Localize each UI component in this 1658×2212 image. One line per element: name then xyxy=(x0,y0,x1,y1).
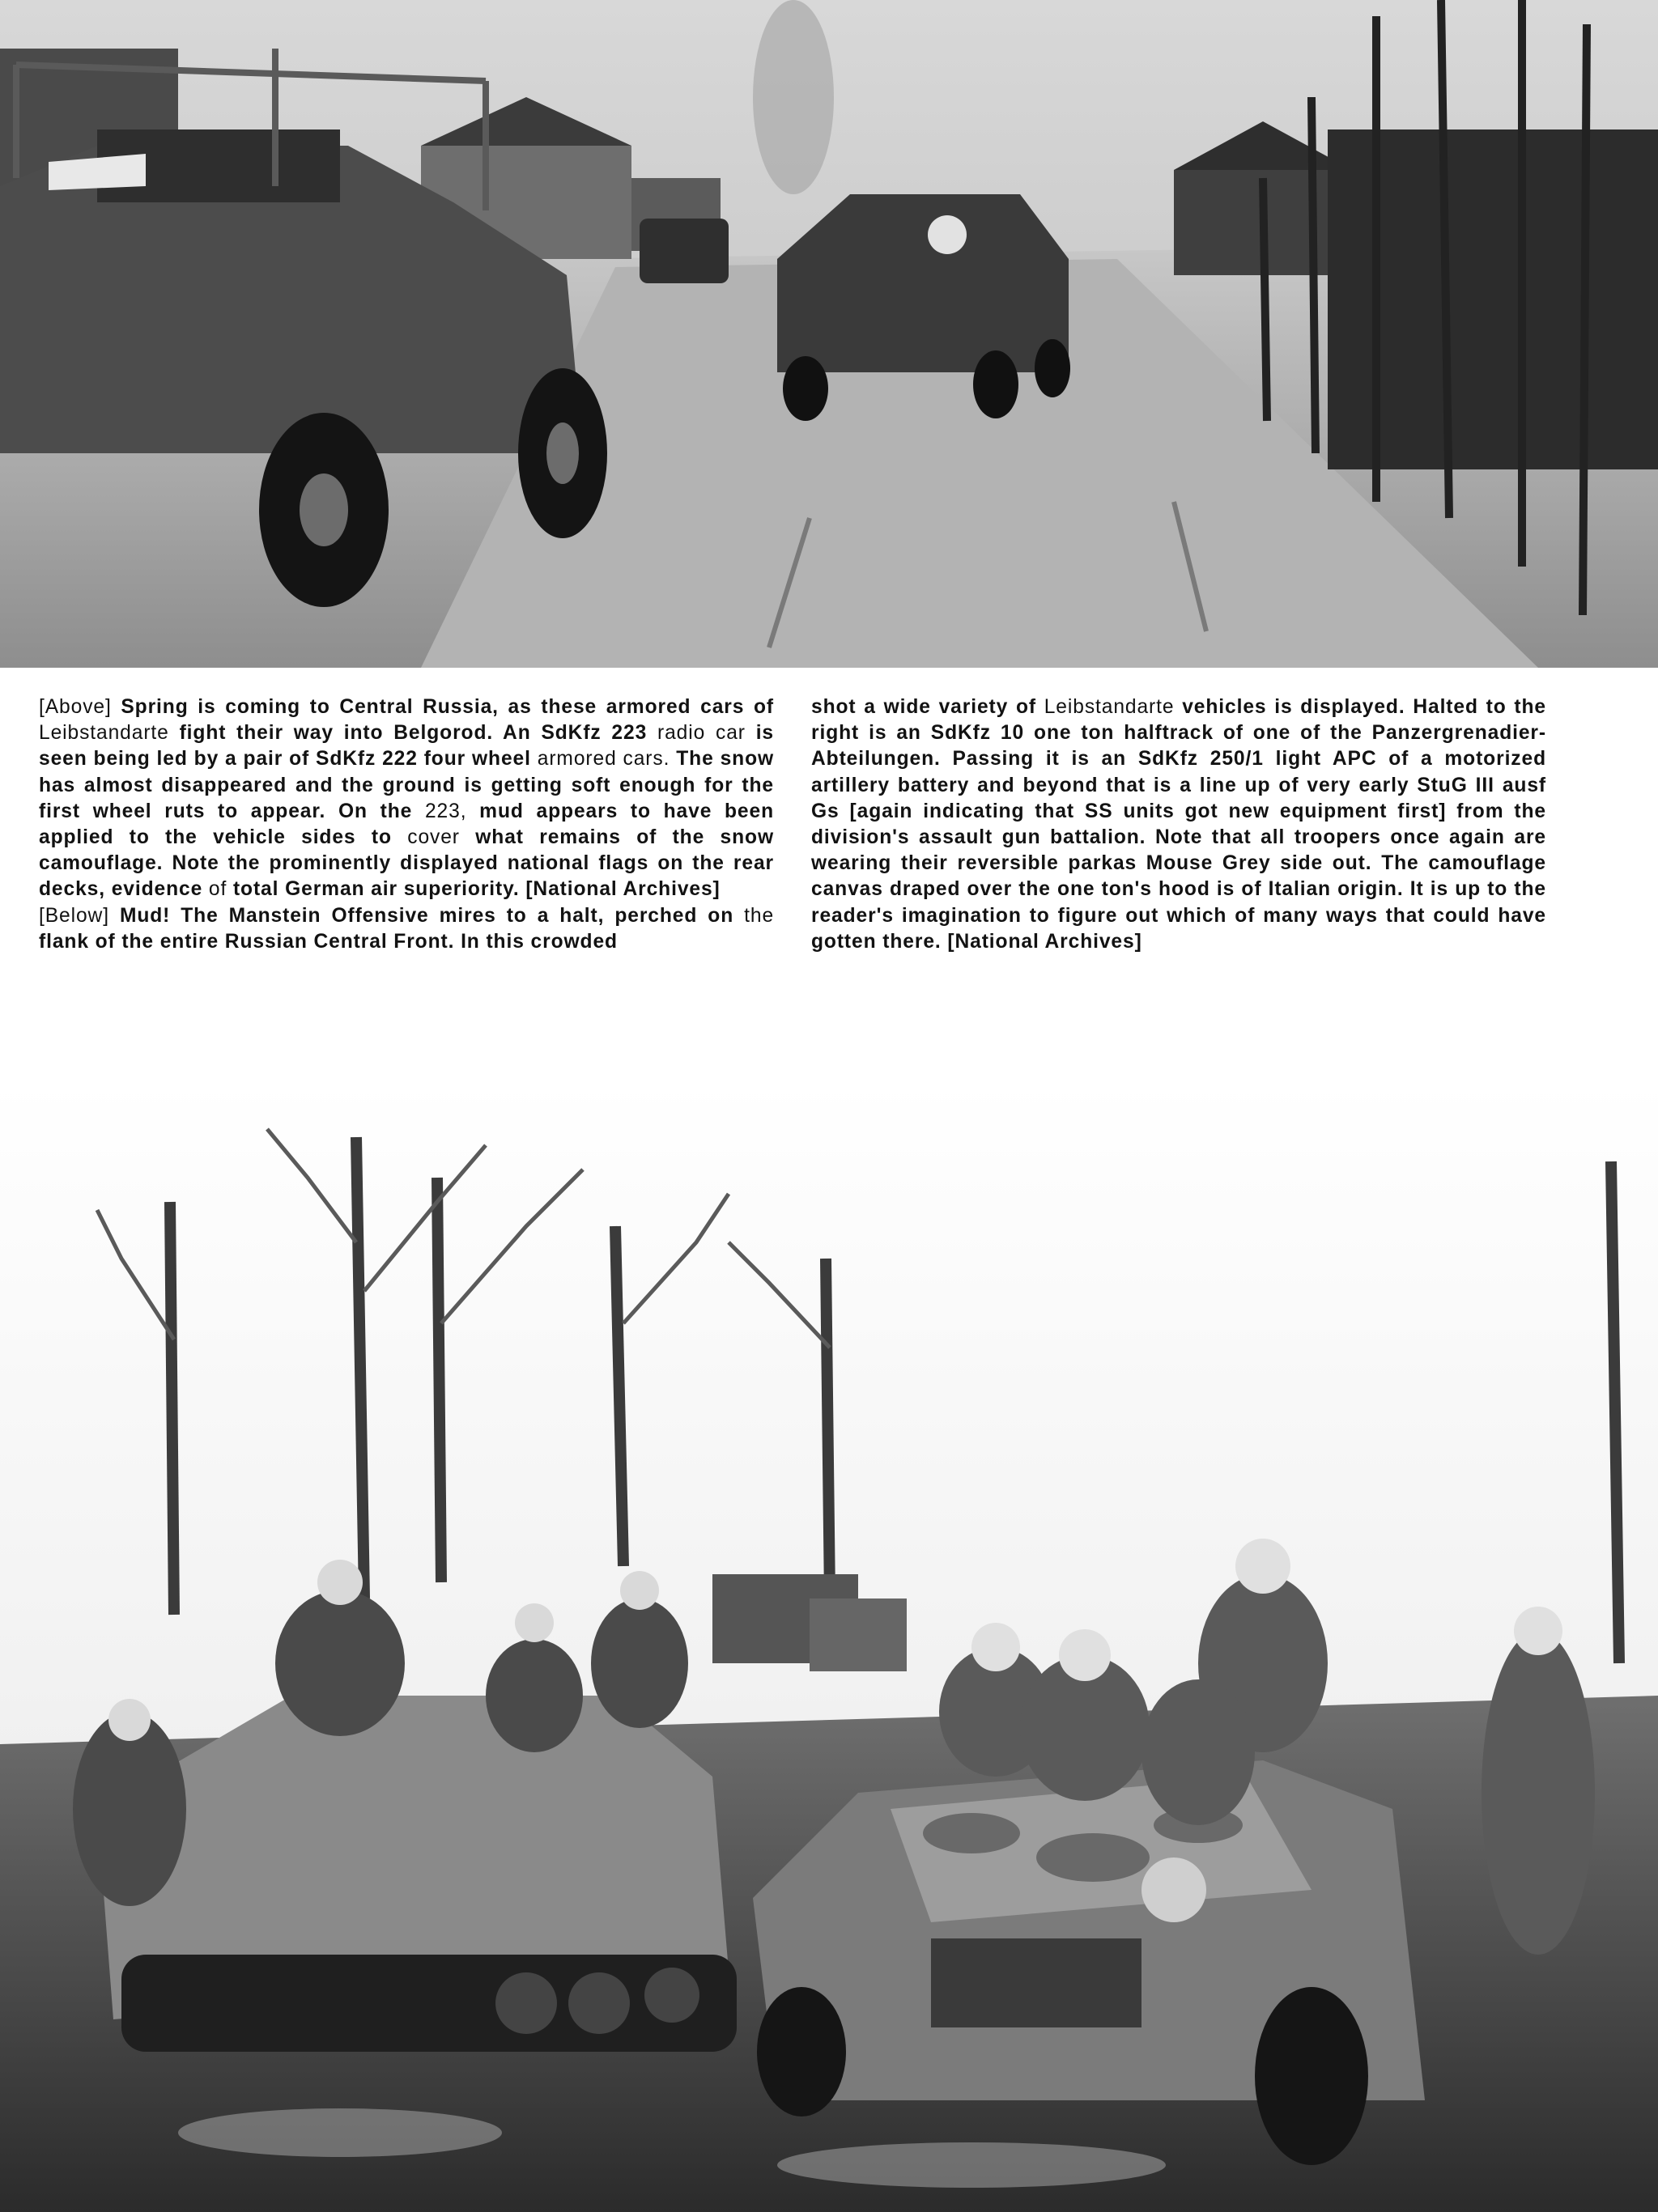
caption-block xyxy=(39,694,1546,955)
caption-text: The snow has almost disappeared and the ground is getting soft enough for the first wheel ruts to appear. On the xyxy=(39,748,775,822)
caption-text: armored cars. xyxy=(537,748,670,771)
caption-below-start xyxy=(39,903,774,955)
caption-tag-above: [Above] xyxy=(39,696,112,718)
unit-name: Leibstandarte xyxy=(1044,696,1175,718)
caption-text: of xyxy=(208,878,227,901)
top-photo xyxy=(0,0,1658,668)
caption-text: 223, xyxy=(424,800,467,822)
caption-text: radio car xyxy=(657,722,746,745)
caption-text: Mud! The Manstein Offensive mires to a halt, perched on xyxy=(119,904,734,927)
caption-tag-below: [Below] xyxy=(39,904,109,927)
caption-text: is seen being led by a pair of SdKfz 222 four wheel xyxy=(39,722,775,771)
caption-text: what remains of the snow camouflage. Note the prominently displayed national flags on the rear decks, evidence xyxy=(39,826,774,901)
caption-above xyxy=(39,694,774,903)
caption-text: fight their way into Belgorod. An SdKfz 223 xyxy=(179,722,648,745)
bottom-photo xyxy=(0,1081,1658,2212)
caption-text: the xyxy=(744,904,775,927)
caption-below-continued xyxy=(811,694,1546,955)
caption-text: total German air superiority. [National Archives] xyxy=(232,878,721,901)
caption-text: shot a wide variety of xyxy=(811,696,1036,718)
photo-halftracks-icon xyxy=(0,1081,1658,2212)
caption-text: mud appears to have been applied to the vehicle sides to xyxy=(39,800,775,849)
caption-text: vehicles is displayed. Halted to the right is an SdKfz 10 one ton halftrack of one of the Panzergrenadier-Abteilungen. Passing it is an SdKfz 250/1 light APC of a motorized artillery battery and beyond that is a line up of very early StuG III ausf Gs [again indicating that SS units got new equipment first] from the division's assault gun battalion. Note that all troopers once again are wearing their reversible parkas Mouse Grey side out. The camouflage canvas draped over the one ton's hood is of Italian origin. It is up to the reader's imagination to figure out which of many ways that could have gotten there. [National Archives] xyxy=(811,696,1546,953)
caption-text: cover xyxy=(407,826,460,849)
photo-armored-cars-icon xyxy=(0,0,1658,668)
caption-text: Spring is coming to Central Russia, as these armored cars of xyxy=(121,696,774,718)
unit-name: Leibstandarte xyxy=(39,722,169,745)
caption-left-column xyxy=(39,694,774,955)
caption-text: flank of the entire Russian Central Front. In this crowded xyxy=(39,930,618,953)
caption-right-column xyxy=(811,694,1546,955)
